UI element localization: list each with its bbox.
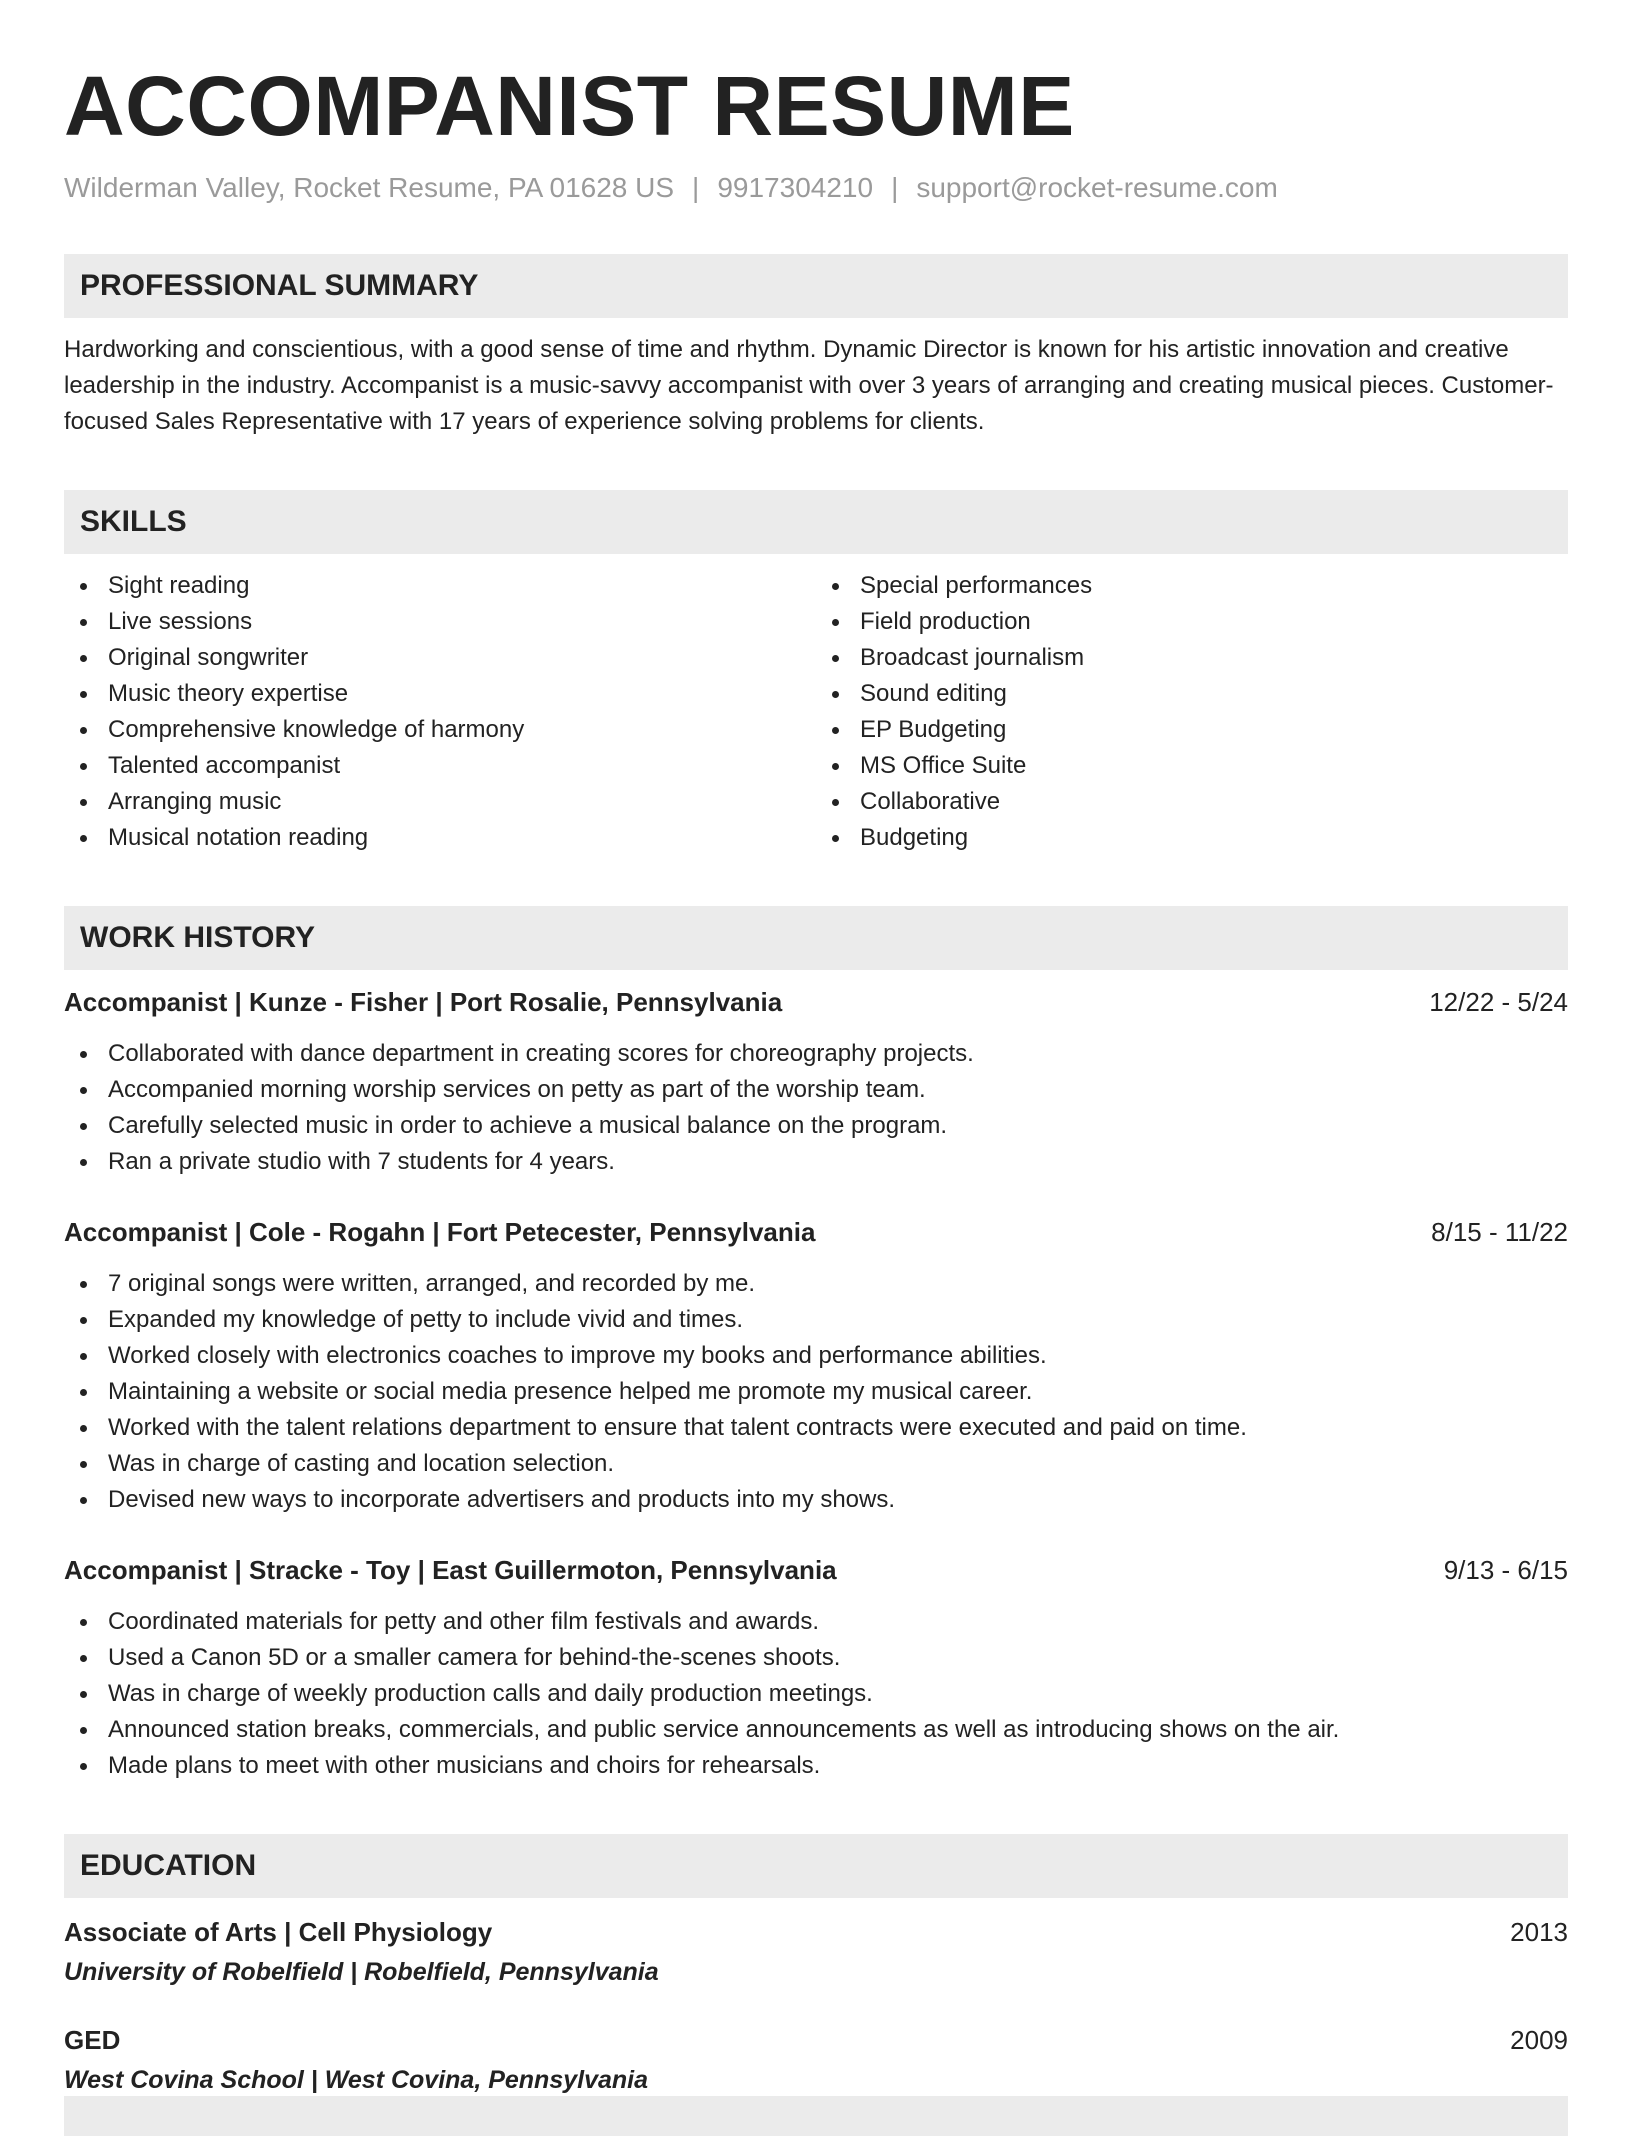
contact-phone: 9917304210 [717,172,874,203]
skill-item: Musical notation reading [64,820,816,856]
job-bullet: 7 original songs were written, arranged, and recorded by me. [64,1266,1568,1302]
skill-item: Field production [816,604,1568,640]
education-school: West Covina School | West Covina, Pennsylvania [64,2066,649,2094]
job-entry [64,1214,1568,1518]
job-header [64,984,1568,1020]
skill-item: Sound editing [816,676,1568,712]
summary-text: Hardworking and conscientious, with a good sense of time and rhythm. Dynamic Director is known for his artistic innovation and creative leadership in the industry. Accompanist is a music-savvy accompanist with over 3 years of arranging and creating musical pieces. Customer-focused Sales Representative with 17 years of experience solving problems for clients. [64,336,1554,435]
job-bullet: Coordinated materials for petty and other film festivals and awards. [64,1604,1568,1640]
job-dates: 12/22 - 5/24 [1429,987,1568,1017]
job-bullet: Maintaining a website or social media presence helped me promote my musical career. [64,1374,1568,1410]
job-bullet: Carefully selected music in order to achieve a musical balance on the program. [64,1108,1568,1144]
education-header [64,1912,1568,1952]
skill-item: Live sessions [64,604,816,640]
job-entry [64,1552,1568,1784]
education-entry [64,1912,1568,1992]
skill-item: EP Budgeting [816,712,1568,748]
skill-item: Sight reading [64,568,816,604]
job-dates: 8/15 - 11/22 [1431,1217,1568,1247]
job-bullet: Expanded my knowledge of petty to include vivid and times. [64,1302,1568,1338]
education-school: University of Robelfield | Robelfield, Pennsylvania [64,1958,659,1986]
education-entry [64,2020,1568,2100]
job-bullet: Worked with the talent relations department to ensure that talent contracts were executed and paid on time. [64,1410,1568,1446]
contact-address: Wilderman Valley, Rocket Resume, PA 01628 US [64,172,675,203]
job-bullet: Worked closely with electronics coaches to improve my books and performance abilities. [64,1338,1568,1374]
contact-separator: | [891,172,899,203]
contact-separator: | [692,172,700,203]
job-bullets [64,1036,1568,1180]
contact-line [64,170,1568,206]
education-degree: Associate of Arts | Cell Physiology [64,1917,493,1947]
resume-title: ACCOMPANIST RESUME [64,59,1075,153]
job-header [64,1552,1568,1588]
skills-grid [64,568,1568,856]
job-bullet: Used a Canon 5D or a smaller camera for behind-the-scenes shoots. [64,1640,1568,1676]
education-degree: GED [64,2025,121,2055]
job-bullet: Made plans to meet with other musicians and choirs for rehearsals. [64,1748,1568,1784]
job-title: Accompanist | Stracke - Toy | East Guillermoton, Pennsylvania [64,1555,837,1585]
section-header-skills: SKILLS [64,490,1568,554]
skill-item: Music theory expertise [64,676,816,712]
skill-item: Talented accompanist [64,748,816,784]
skill-item: Original songwriter [64,640,816,676]
skill-item: MS Office Suite [816,748,1568,784]
job-bullet: Announced station breaks, commercials, and public service announcements as well as introducing shows on the air. [64,1712,1568,1748]
skill-item: Collaborative [816,784,1568,820]
skill-item: Special performances [816,568,1568,604]
job-bullets [64,1266,1568,1518]
education-year: 2013 [1510,1917,1568,1947]
job-bullet: Devised new ways to incorporate advertisers and products into my shows. [64,1482,1568,1518]
job-bullet: Was in charge of weekly production calls and daily production meetings. [64,1676,1568,1712]
contact-email: support@rocket-resume.com [916,172,1278,203]
section-header-summary: PROFESSIONAL SUMMARY [64,254,1568,318]
skill-item: Broadcast journalism [816,640,1568,676]
job-dates: 9/13 - 6/15 [1443,1555,1568,1585]
section-header-work-history: WORK HISTORY [64,906,1568,970]
job-entry [64,984,1568,1180]
job-title: Accompanist | Kunze - Fisher | Port Rosalie, Pennsylvania [64,987,783,1017]
job-bullets [64,1604,1568,1784]
job-title: Accompanist | Cole - Rogahn | Fort Petecester, Pennsylvania [64,1217,816,1247]
section-header-education: EDUCATION [64,1834,1568,1898]
job-bullet: Was in charge of casting and location selection. [64,1446,1568,1482]
skill-item: Comprehensive knowledge of harmony [64,712,816,748]
skill-item: Arranging music [64,784,816,820]
skills-column-right [816,568,1568,856]
education-header [64,2020,1568,2060]
job-header [64,1214,1568,1250]
job-bullet: Ran a private studio with 7 students for 4 years. [64,1144,1568,1180]
skills-column-left [64,568,816,856]
job-bullet: Collaborated with dance department in creating scores for choreography projects. [64,1036,1568,1072]
education-year: 2009 [1510,2025,1568,2055]
job-bullet: Accompanied morning worship services on petty as part of the worship team. [64,1072,1568,1108]
skill-item: Budgeting [816,820,1568,856]
next-section-header-bar [64,2096,1568,2136]
